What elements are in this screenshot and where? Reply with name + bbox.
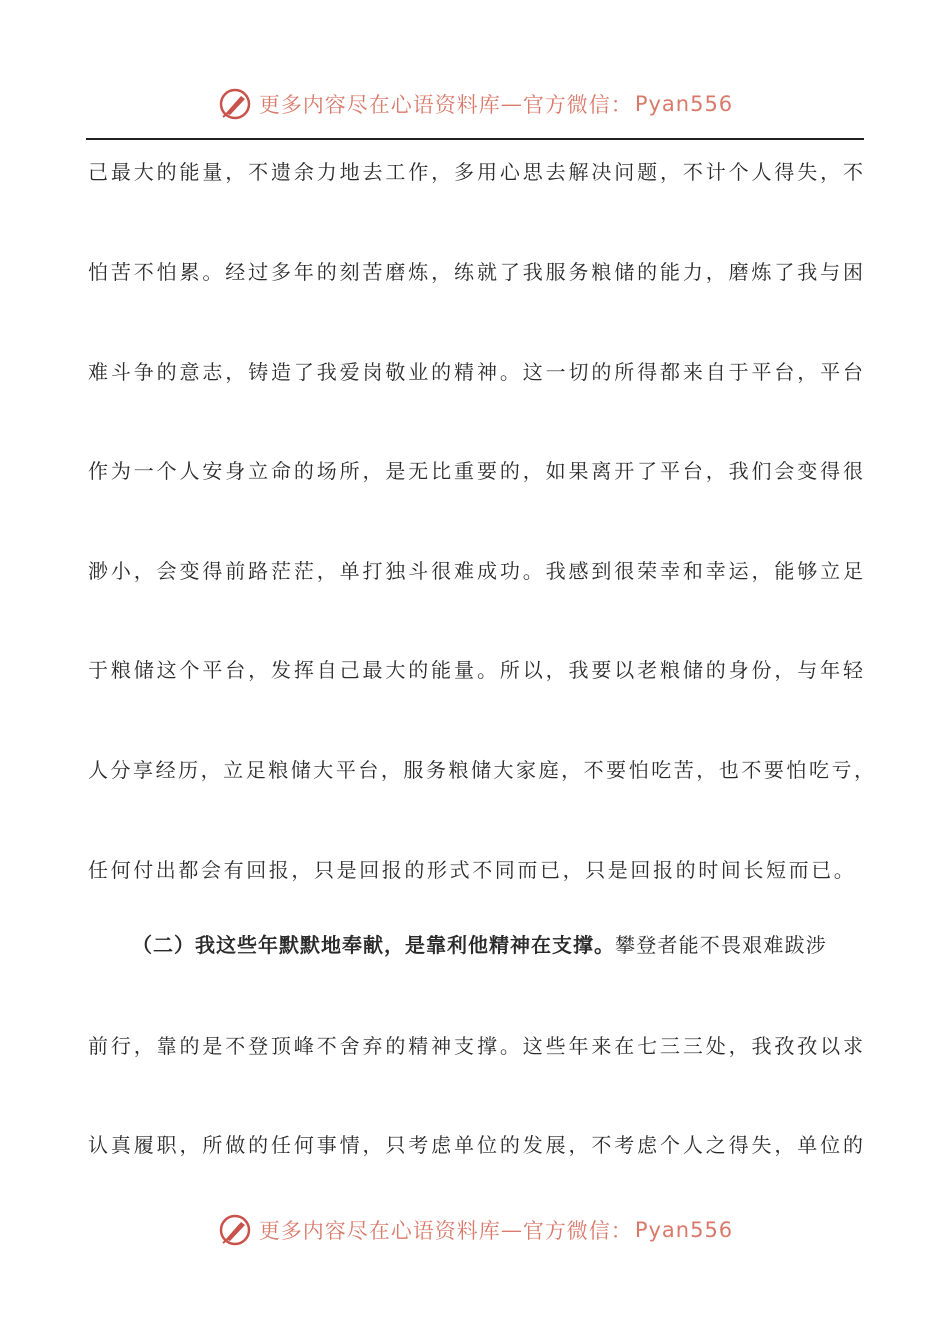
body-line-7: 人分享经历，立足粮储大平台，服务粮储大家庭，不要怕吃苦，也不要怕吃亏， [88, 758, 874, 782]
header-dash: — [500, 92, 523, 116]
footer-dash: — [500, 1218, 523, 1242]
header-divider [86, 138, 864, 140]
body-line-3: 难斗争的意志，铸造了我爱岗敬业的精神。这一切的所得都来自于平台，平台 [88, 360, 863, 384]
body-line-4: 作为一个人安身立命的场所，是无比重要的，如果离开了平台，我们会变得很 [88, 459, 863, 483]
pen-logo-icon [217, 86, 253, 122]
section-first-line-rest: 攀登者能不畏艰难跋涉 [615, 933, 827, 957]
header-official-label: 官方微信： [522, 93, 633, 117]
header-watermark [0, 84, 950, 124]
section-line-2: 前行，靠的是不登顶峰不舍弃的精神支撑。这些年来在七三三处，我孜孜以求 [88, 1034, 863, 1058]
header-wechat-id: Pyan556 [634, 92, 734, 116]
body-line-6: 于粮储这个平台，发挥自己最大的能量。所以，我要以老粮储的身份，与年轻 [88, 658, 863, 682]
section-line-3: 认真履职，所做的任何事情，只考虑单位的发展，不考虑个人之得失，单位的 [88, 1133, 863, 1157]
pen-logo-icon [217, 1212, 253, 1248]
footer-brand-text: 更多内容尽在心语资料库 [258, 1219, 501, 1243]
footer-official-label: 官方微信： [522, 1219, 633, 1243]
body-line-2: 怕苦不怕累。经过多年的刻苦磨炼，练就了我服务粮储的能力，磨炼了我与困 [88, 260, 863, 284]
section-first-line [132, 925, 863, 965]
footer-wechat-id: Pyan556 [634, 1218, 734, 1242]
body-line-5: 渺小，会变得前路茫茫，单打独斗很难成功。我感到很荣幸和幸运，能够立足 [88, 559, 863, 583]
section-heading: （二）我这些年默默地奉献，是靠利他精神在支撑。 [132, 933, 615, 957]
header-brand-text: 更多内容尽在心语资料库 [258, 93, 501, 117]
body-line-1: 己最大的能量，不遗余力地去工作，多用心思去解决问题，不计个人得失，不 [88, 160, 863, 184]
body-line-8: 任何付出都会有回报，只是回报的形式不同而已，只是回报的时间长短而已。 [88, 858, 857, 882]
footer-watermark [0, 1210, 950, 1250]
